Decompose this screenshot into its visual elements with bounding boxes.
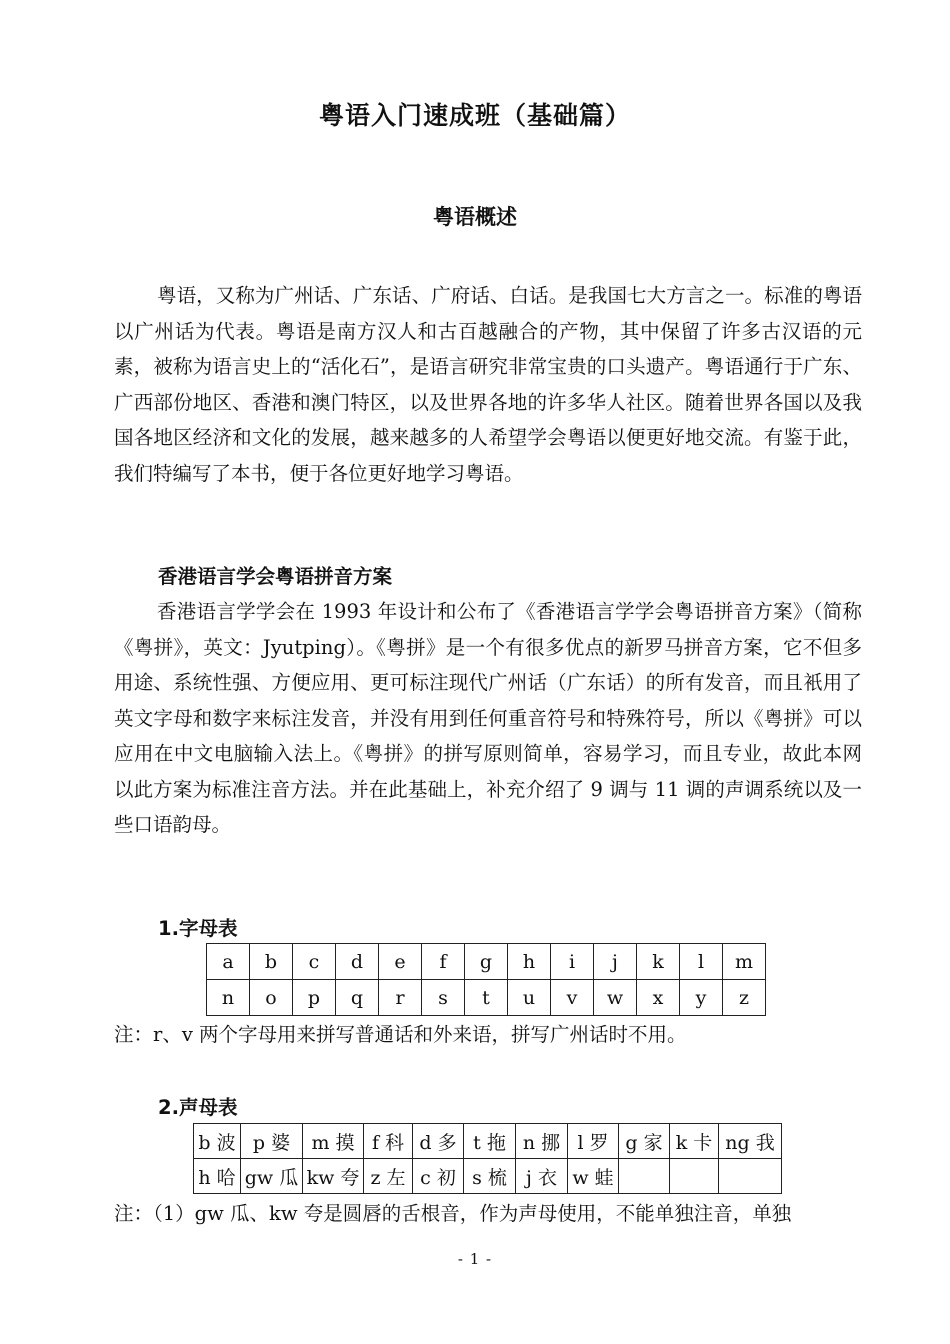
table-cell: z	[723, 980, 766, 1016]
table-cell: c	[293, 944, 336, 980]
table-cell: g	[465, 944, 508, 980]
table-cell: z 左	[364, 1159, 413, 1194]
table-row	[207, 980, 766, 1016]
table-cell: g 家	[619, 1124, 670, 1159]
initials-heading: 2.声母表	[158, 1096, 238, 1119]
table-cell: x	[637, 980, 680, 1016]
table-row	[207, 944, 766, 980]
table-cell: p	[293, 980, 336, 1016]
table-cell: l 罗	[568, 1124, 619, 1159]
table-cell: s	[422, 980, 465, 1016]
initials-table	[193, 1123, 782, 1194]
table-cell	[619, 1159, 670, 1194]
table-cell: h	[508, 944, 551, 980]
scheme-paragraph: 香港语言学学会在 1993 年设计和公布了《香港语言学学会粤语拼音方案》（简称《粤拼》，英文：Jyutping）。《粤拼》是一个有很多优点的新罗马拼音方案，它不但多用途、系统性强、方便应用、更可标注现代广州话（广东话）的所有发音，而且衹用了英文字母和数字来标注发音，并没有用到任何重音符号和特殊符号，所以《粤拼》可以应用在中文电脑输入法上。《粤拼》的拼写原则简单，容易学习，而且专业，故此本网以此方案为标准注音方法。并在此基础上，补充介绍了 9 调与 11 调的声调系统以及一些口语韵母。	[114, 600, 862, 836]
table-cell: o	[250, 980, 293, 1016]
table-cell: w 蛙	[568, 1159, 619, 1194]
table-row	[194, 1159, 782, 1194]
table-cell: s 梳	[464, 1159, 516, 1194]
table-cell: c 初	[413, 1159, 464, 1194]
table-cell: w	[594, 980, 637, 1016]
table-cell: p 婆	[241, 1124, 303, 1159]
table-cell: e	[379, 944, 422, 980]
table-cell: b 波	[194, 1124, 241, 1159]
table-cell: h 哈	[194, 1159, 241, 1194]
table-cell: j 衣	[516, 1159, 568, 1194]
initials-note: 注：（1）gw 瓜、kw 夸是圆唇的舌根音，作为声母使用，不能单独注音，单独	[114, 1202, 792, 1225]
table-cell: j	[594, 944, 637, 980]
section-title: 粤语概述	[433, 205, 517, 229]
table-cell: r	[379, 980, 422, 1016]
table-cell: kw 夸	[303, 1159, 364, 1194]
table-cell: k	[637, 944, 680, 980]
table-cell: ng 我	[719, 1124, 782, 1159]
table-cell: y	[680, 980, 723, 1016]
alphabet-table	[206, 943, 766, 1016]
table-cell: m	[723, 944, 766, 980]
table-cell: u	[508, 980, 551, 1016]
table-cell: t 拖	[464, 1124, 516, 1159]
table-cell: d 多	[413, 1124, 464, 1159]
table-cell: v	[551, 980, 594, 1016]
table-cell: n 挪	[516, 1124, 568, 1159]
table-row	[194, 1124, 782, 1159]
table-cell: gw 瓜	[241, 1159, 303, 1194]
alphabet-note: 注：r、v 两个字母用来拼写普通话和外来语，拼写广州话时不用。	[114, 1023, 687, 1046]
table-cell	[719, 1159, 782, 1194]
table-cell	[670, 1159, 719, 1194]
page-number: - 1 -	[457, 1250, 493, 1268]
table-cell: f	[422, 944, 465, 980]
alphabet-heading: 1.字母表	[158, 917, 238, 940]
table-cell: q	[336, 980, 379, 1016]
scheme-heading: 香港语言学会粤语拼音方案	[158, 565, 393, 588]
table-cell: a	[207, 944, 250, 980]
table-cell: d	[336, 944, 379, 980]
document-title: 粤语入门速成班（基础篇）	[318, 101, 631, 130]
table-cell: k 卡	[670, 1124, 719, 1159]
table-cell: t	[465, 980, 508, 1016]
intro-paragraph: 粤语，又称为广州话、广东话、广府话、白话。是我国七大方言之一。标准的粤语以广州话为代表。粤语是南方汉人和古百越融合的产物，其中保留了许多古汉语的元素，被称为语言史上的“活化石”，是语言研究非常宝贵的口头遗产。粤语通行于广东、广西部份地区、香港和澳门特区，以及世界各地的许多华人社区。随着世界各国以及我国各地区经济和文化的发展，越来越多的人希望学会粤语以便更好地交流。有鉴于此，我们特编写了本书，便于各位更好地学习粤语。	[114, 284, 862, 485]
table-cell: i	[551, 944, 594, 980]
table-cell: n	[207, 980, 250, 1016]
table-cell: m 摸	[303, 1124, 364, 1159]
table-cell: l	[680, 944, 723, 980]
table-cell: f 科	[364, 1124, 413, 1159]
table-cell: b	[250, 944, 293, 980]
